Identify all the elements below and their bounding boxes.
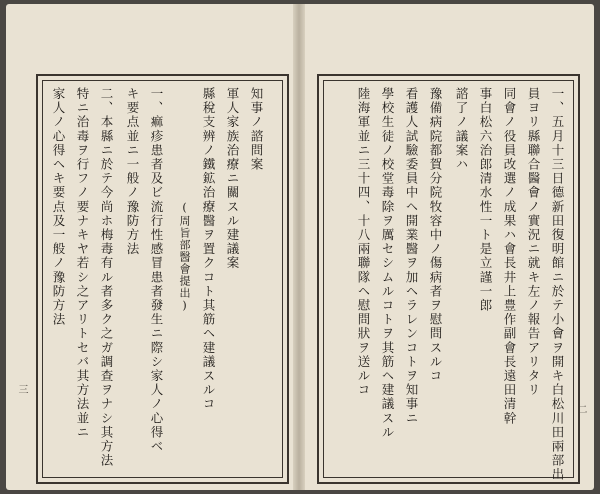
left-page-frame: [36, 74, 289, 484]
left-page: [6, 4, 293, 490]
right-line-4: 事白松六治郎清水性一ト是立謹一郎: [478, 87, 493, 313]
right-item-4: 陸海軍並ニ三十四、十八兩聯隊ヘ慰問狀ヲ送ルコ: [356, 87, 371, 398]
left-question-2-cont: 特ニ治毒ヲ行フノ要ナキヤ若シ之アリトセバ其方法並ニ: [75, 87, 90, 440]
left-question-2-cont2: 家人ノ心得ヘキ要点及一般ノ豫防方法: [51, 87, 66, 327]
right-item-3: 學校生徒ノ校堂毒除ヲ厲セシムルコトヲ其筋ヘ建議スル: [380, 87, 395, 440]
right-page-frame: [317, 74, 580, 484]
right-item-1: 豫備病院都賀分院牧容中ノ傷病者ヲ慰問スルコ: [428, 87, 443, 384]
left-page-number: 三: [16, 384, 27, 394]
left-item-5-text: 軍人家族治療ニ關スル建議案: [225, 87, 240, 271]
right-item-2: 看護人試驗委員中ヘ開業醫ヲ加ヘラレンコトヲ知事ニ: [404, 87, 419, 426]
left-heading: 知事ノ諮問案: [249, 87, 264, 172]
left-item-6-note: (周旨部醫會提出): [178, 201, 191, 313]
left-question-1-cont: キ要点並ニ一般ノ豫防方法: [125, 87, 140, 257]
book-gutter: [293, 4, 305, 490]
right-page: [305, 4, 594, 490]
left-question-2: 二、本縣ニ於テ今尚ホ梅毒有ル者多ク之ガ調查ヲナシ其方法: [99, 87, 114, 468]
left-page-inner-frame: [42, 80, 283, 478]
right-line-2: 員ヨリ縣聯合醫會ノ實況ニ就キ左ノ報告アリタリ: [526, 87, 541, 398]
right-page-number: 二: [575, 404, 586, 414]
right-line-5: 諮了ノ議案ハ: [454, 87, 469, 172]
right-line-3: 同會ノ役員改選ノ成果ハ會長井上豊作副會長遠田清幹: [502, 87, 517, 426]
right-line-1: 一、五月十三日德新田復明館ニ於テ小會ヲ開キ白松川田兩部出: [550, 87, 565, 482]
book-spread: [6, 4, 594, 490]
left-item-6-text: 縣稅支辨ノ鐵鉱治療醫ヲ置クコト其筋ヘ建議スルコ: [201, 87, 216, 412]
right-page-inner-frame: [323, 80, 574, 482]
left-question-1: 一、痲疹患者及ビ流行性感冒患者發生ニ際シ家人ノ心得ベ: [149, 87, 164, 454]
